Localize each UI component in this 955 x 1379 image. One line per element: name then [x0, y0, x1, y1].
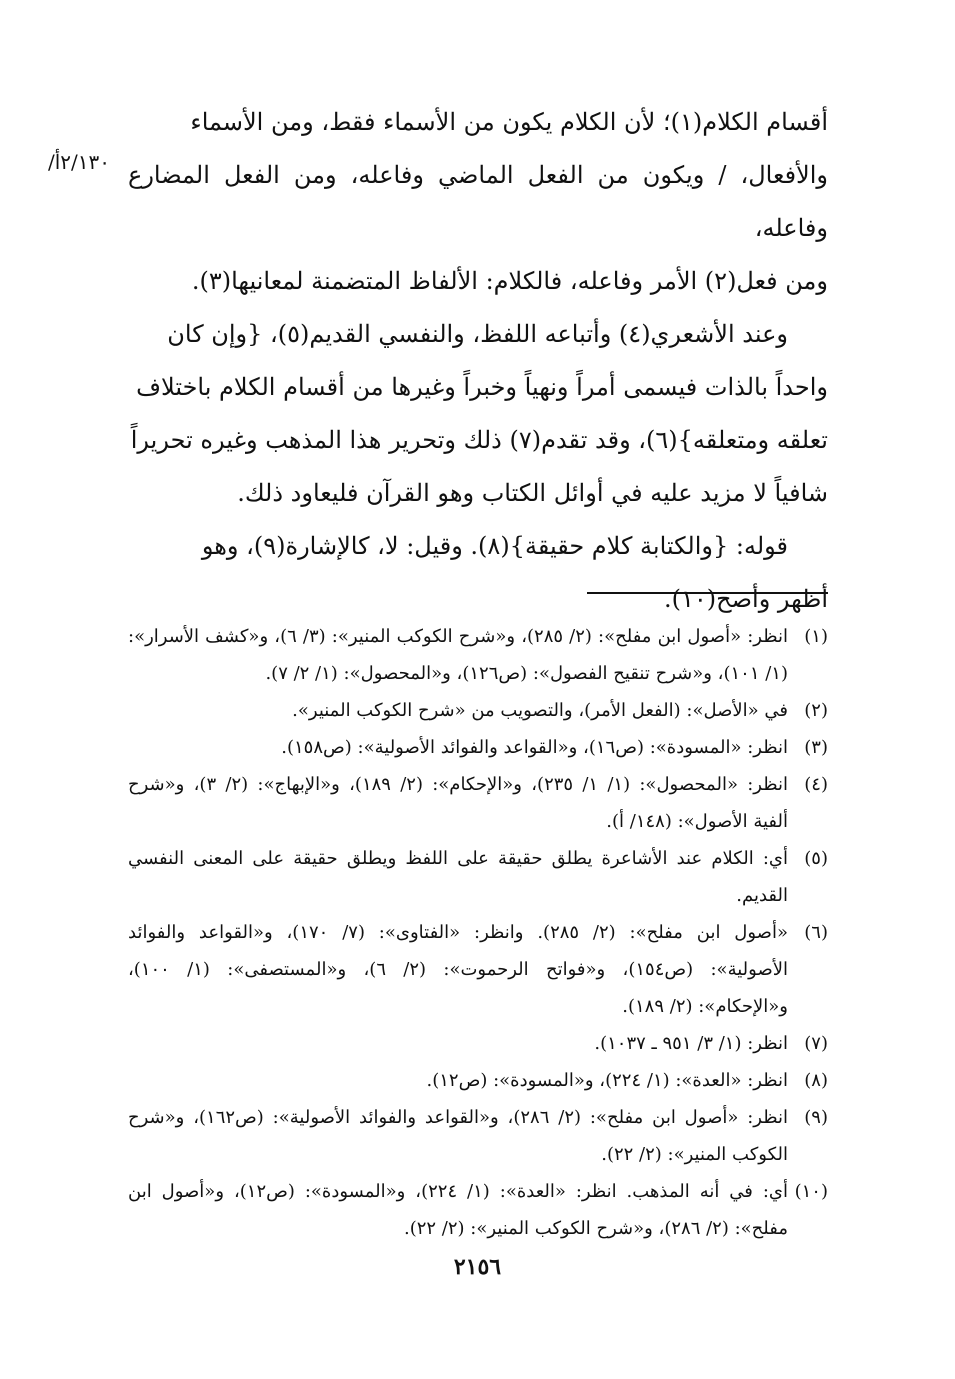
footnote-text: انظر: «أصول ابن مفلح»: (٢/ ٢٨٦)، و«القواعد والفوائد الأصولية»: (ص١٦٢)، و«شرح الكوكب المنير»: (٢/ ٢٢).	[128, 1107, 788, 1165]
main-text	[128, 96, 828, 626]
footnote-number: (٨)	[804, 1070, 828, 1091]
margin-folio-text: /٢/١٣٠أ	[47, 150, 110, 174]
footnote-number: (٣)	[804, 737, 828, 758]
footnote	[128, 729, 828, 766]
footnote-text: انظر: «المحصول»: (١/ ١/ ٢٣٥)، و«الإحكام»: (٢/ ١٨٩)، و«الإبهاج»: (٢/ ٣)، و«شرح ألفية الأصول»: (١٤٨/ أ).	[128, 774, 788, 832]
footnote-number: (١)	[804, 626, 828, 647]
body-line: قوله: {والكتابة كلام حقيقة}(٨). وقيل: لا، كالإشارة(٩)، وهو	[201, 532, 788, 560]
footnote-text: في «الأصل»: (الفعل الأمر)، والتصويب من «شرح الكوكب المنير».	[292, 700, 788, 721]
footnote-text: أي: في أنه المذهب. انظر: «العدة»: (١/ ٢٢٤)، و«المسودة»: (ص١٢)، و«أصول ابن مفلح»: (٢/ ٢٨٦)، و«شرح الكوكب المنير»: (٢/ ٢٢).	[128, 1181, 788, 1239]
footnote-separator	[587, 592, 828, 594]
footnote	[128, 1099, 828, 1173]
footnote-number: (٧)	[804, 1033, 828, 1054]
footnote-number: (٥)	[804, 848, 828, 869]
footnote-text: انظر: «المسودة»: (ص١٦)، و«القواعد والفوائد الأصولية»: (ص١٥٨).	[281, 737, 788, 758]
footnote	[128, 618, 828, 692]
footnote-number: (١٠)	[794, 1181, 828, 1202]
footnote-text: «أصول ابن مفلح»: (٢/ ٢٨٥). وانظر: «الفتاوى»: (٧/ ١٧٠)، و«القواعد والفوائد الأصولية»: (ص١٥٤)، و«فواتح الرحموت»: (٢/ ٦)، و«المستصفى»: (١/ ١٠٠)، و«الإحكام»: (٢/ ١٨٩).	[128, 922, 788, 1017]
footnote-text: انظر: «أصول ابن مفلح»: (٢/ ٢٨٥)، و«شرح الكوكب المنير»: (٣/ ٦)، و«كشف الأسرار»: (١/ ١٠١)، و«شرح تنقيح الفصول»: (ص١٢٦)، و«المحصول»: (١/ ٢/ ٧).	[128, 626, 788, 684]
page-number: ٢١٥٦	[453, 1254, 502, 1280]
body-line: وعند الأشعري(٤) وأتباعه اللفظ، والنفسي القديم(٥)، {وإن كان	[167, 320, 788, 348]
footnote	[128, 766, 828, 840]
footnote-text: انظر: (١/ ٣/ ٩٥١ ـ ١٠٣٧).	[594, 1033, 788, 1054]
footnote-number: (٦)	[804, 922, 828, 943]
body-line: شافياً لا مزيد عليه في أوائل الكتاب وهو القرآن فليعاود ذلك.	[237, 479, 828, 507]
footnote-text: أي: الكلام عند الأشاعرة يطلق حقيقة على اللفظ ويطلق حقيقة على المعنى النفسي القديم.	[128, 848, 788, 906]
footnote	[128, 914, 828, 1025]
footnote-number: (٤)	[804, 774, 828, 795]
footnote-number: (٢)	[804, 700, 828, 721]
footnote	[128, 692, 828, 729]
body-line: تعلقه ومتعلقه}(٦)، وقد تقدم(٧) ذلك وتحرير هذا المذهب وغيره تحريراً	[130, 426, 828, 454]
footnote	[128, 1173, 828, 1247]
footnote	[128, 1062, 828, 1099]
footnote	[128, 840, 828, 914]
body-line: والأفعال، / ويكون من الفعل الماضي وفاعله، ومن الفعل المضارع وفاعله،	[128, 161, 828, 242]
footnote-text: انظر: «العدة»: (١/ ٢٢٤)، و«المسودة»: (ص١٢).	[426, 1070, 788, 1091]
footnote	[128, 1025, 828, 1062]
body-line: ومن فعل(٢) الأمر وفاعله، فالكلام: الألفاظ المتضمنة لمعانيها(٣).	[191, 267, 828, 295]
footnotes	[128, 618, 828, 1247]
body-line: أظهر وأصح(١٠).	[664, 585, 828, 613]
body-line: واحداً بالذات فيسمى أمراً ونهياً وخبراً وغيرها من أقسام الكلام باختلاف	[136, 373, 828, 401]
body-line: أقسام الكلام(١)؛ لأن الكلام يكون من الأسماء فقط، ومن الأسماء	[190, 108, 828, 136]
footnote-number: (٩)	[804, 1107, 828, 1128]
